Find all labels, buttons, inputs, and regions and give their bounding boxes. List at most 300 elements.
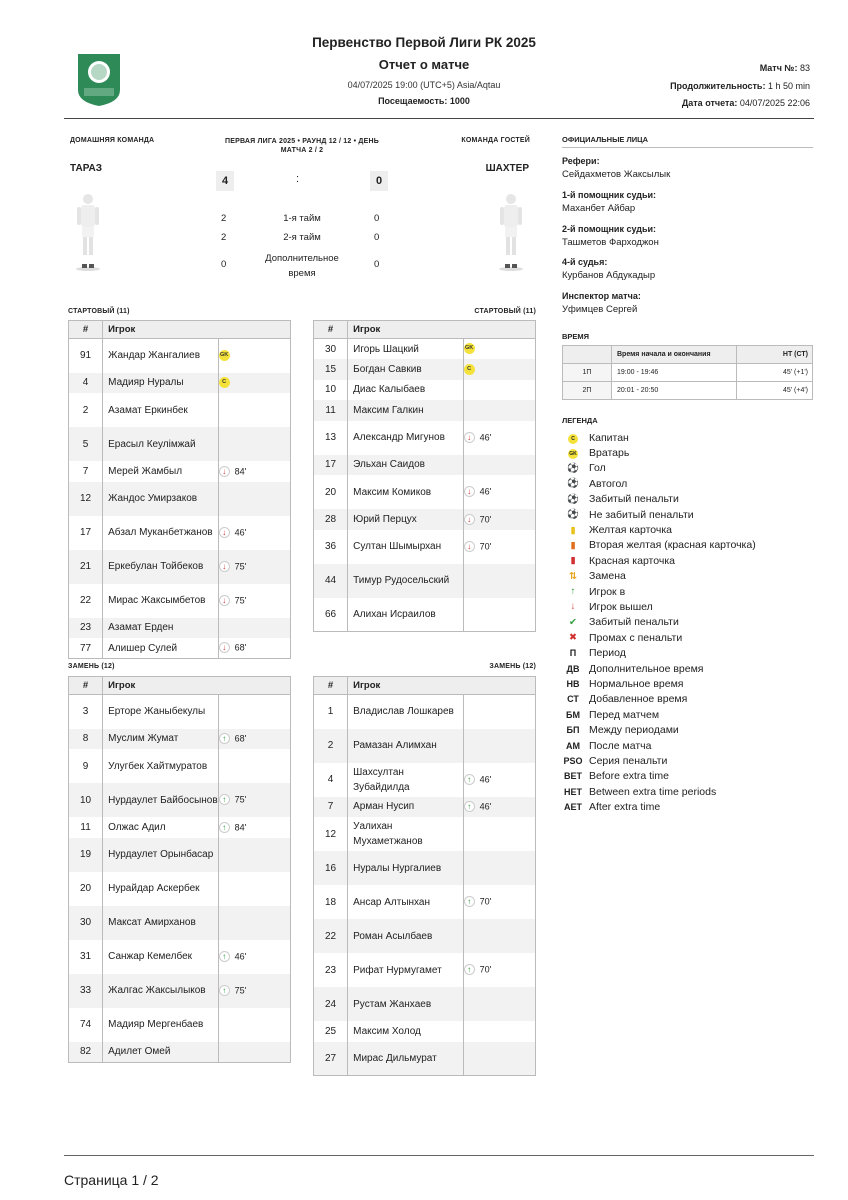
player-number: 74 — [69, 1008, 103, 1042]
player-events — [218, 638, 290, 659]
player-number: 33 — [69, 974, 103, 1008]
player-name: Богдан Савкив — [348, 359, 464, 380]
player-row — [314, 729, 536, 763]
match-number-value: 83 — [799, 63, 810, 73]
substitution-minute: 75' — [234, 595, 247, 606]
legend-item — [562, 707, 812, 722]
player-name: Мирас Дильмурат — [348, 1042, 464, 1076]
legend-item — [562, 461, 812, 476]
player-name: Адилет Омей — [103, 1042, 219, 1063]
player-row — [314, 953, 536, 987]
legend-item — [562, 769, 812, 784]
player-row — [69, 584, 291, 618]
player-number: 17 — [69, 516, 103, 550]
player-row — [314, 797, 536, 818]
legend-icon: ✖ — [569, 632, 577, 644]
times-table — [562, 345, 813, 400]
official-name: Маханбет Айбар — [562, 203, 636, 214]
player-out-icon: ↓ — [219, 466, 230, 477]
player-events — [218, 817, 290, 838]
substitution-minute: 84' — [234, 822, 247, 833]
player-number: 77 — [69, 638, 103, 659]
report-date — [682, 98, 810, 108]
legend-icon — [562, 432, 584, 444]
col-player: Игрок — [103, 677, 291, 695]
substitution-minute: 75' — [234, 561, 247, 572]
legend-label: Добавленное время — [589, 693, 688, 706]
player-row — [314, 475, 536, 509]
player-row — [69, 1042, 291, 1063]
player-name: Жандос Умирзаков — [103, 482, 219, 516]
legend-icon: ⚽ — [567, 493, 579, 505]
captain-icon: C — [568, 434, 578, 444]
player-row — [69, 482, 291, 516]
player-number: 23 — [314, 953, 348, 987]
player-number: 2 — [314, 729, 348, 763]
player-row — [314, 695, 536, 729]
period-home-score: 2 — [221, 232, 227, 243]
player-events — [218, 461, 290, 482]
player-row — [314, 421, 536, 455]
player-name: Мерей Жамбыл — [103, 461, 219, 482]
player-events — [463, 530, 535, 564]
player-number: 25 — [314, 1021, 348, 1042]
player-number: 22 — [69, 584, 103, 618]
player-row — [314, 987, 536, 1021]
player-name: Александр Мигунов — [348, 421, 464, 455]
legend-label: Нормальное время — [589, 677, 684, 690]
player-events — [218, 695, 290, 729]
player-out-icon: ↓ — [464, 432, 475, 443]
player-row — [69, 749, 291, 783]
player-events — [218, 393, 290, 427]
player-row — [69, 461, 291, 482]
legend-icon: BET — [564, 771, 582, 782]
player-name: Азамат Ерден — [103, 618, 219, 639]
legend-item — [562, 538, 812, 553]
player-number: 30 — [69, 906, 103, 940]
player-number: 9 — [69, 749, 103, 783]
player-name: Арман Нусип — [348, 797, 464, 818]
player-events — [463, 885, 535, 919]
official-role: 4-й судья: — [562, 257, 608, 267]
player-row — [69, 550, 291, 584]
player-name: Нурдаулет Байбосынов — [103, 783, 219, 817]
legend-label: Между периодами — [589, 724, 679, 737]
col-ht: НТ (СТ) — [737, 346, 813, 364]
player-events — [218, 516, 290, 550]
player-events — [218, 339, 290, 373]
player-number: 91 — [69, 339, 103, 373]
player-name: Еркебулан Тойбеков — [103, 550, 219, 584]
substitution-minute: 46' — [479, 432, 492, 443]
player-events — [463, 817, 535, 851]
player-row — [69, 516, 291, 550]
captain-badge: C — [219, 377, 230, 388]
home-score: 4 — [216, 171, 234, 191]
legend-icon: ✔ — [569, 616, 577, 628]
legend-icon — [562, 447, 584, 459]
legend-label: Промах с пенальти — [589, 631, 683, 644]
player-events — [463, 919, 535, 953]
period-home-score: 2 — [221, 213, 227, 224]
player-row — [314, 1042, 536, 1076]
player-name: Тимур Рудосельский — [348, 564, 464, 598]
player-name: Жалгас Жаксылыков — [103, 974, 219, 1008]
player-number: 18 — [314, 885, 348, 919]
player-in-icon: ↑ — [219, 985, 230, 996]
score-separator: : — [296, 173, 300, 185]
player-events — [463, 339, 535, 360]
legend-item — [562, 661, 812, 676]
player-events — [218, 373, 290, 394]
player-events — [463, 1021, 535, 1042]
away-starting-title: СТАРТОВЫЙ (11) — [474, 308, 536, 315]
legend-icon: ↑ — [570, 586, 576, 598]
col-number: # — [314, 677, 348, 695]
legend-icon: П — [569, 648, 577, 659]
away-subs-table — [313, 676, 536, 1076]
legend-item — [562, 522, 812, 537]
legend-label: Забитый пенальти — [589, 493, 679, 506]
legend-label: Вторая желтая (красная карточка) — [589, 539, 756, 552]
player-row — [314, 885, 536, 919]
player-number: 17 — [314, 455, 348, 476]
times-title: ВРЕМЯ — [562, 332, 590, 341]
substitution-minute: 75' — [234, 985, 247, 996]
player-number: 19 — [69, 838, 103, 872]
away-score: 0 — [370, 171, 388, 191]
legend-item — [562, 599, 812, 614]
player-name: Максат Амирханов — [103, 906, 219, 940]
legend-label: Забитый пенальти — [589, 616, 679, 629]
player-events — [218, 1042, 290, 1063]
legend-icon: AET — [564, 802, 582, 813]
player-number: 66 — [314, 598, 348, 632]
player-row — [69, 817, 291, 838]
player-row — [69, 393, 291, 427]
player-row — [314, 530, 536, 564]
player-row — [314, 598, 536, 632]
legend-label: Желтая карточка — [589, 524, 673, 537]
player-events — [463, 953, 535, 987]
home-starting-table — [68, 320, 291, 659]
legend-item — [562, 615, 812, 630]
legend-label: Игрок вышел — [589, 600, 653, 613]
player-number: 20 — [314, 475, 348, 509]
legend-icon: ▮ — [570, 539, 576, 551]
player-name: Улугбек Хайтмуратов — [103, 749, 219, 783]
col-player: Игрок — [348, 321, 536, 339]
home-subs-table — [68, 676, 291, 1063]
legend-item — [562, 569, 812, 584]
substitution-minute: 46' — [479, 486, 492, 497]
player-events — [218, 940, 290, 974]
player-events — [463, 729, 535, 763]
player-row — [314, 380, 536, 401]
legend-label: Вратарь — [589, 447, 630, 460]
player-number: 28 — [314, 509, 348, 530]
player-name: Эльхан Саидов — [348, 455, 464, 476]
substitution-minute: 70' — [479, 541, 492, 552]
substitution-minute: 46' — [234, 527, 247, 538]
player-events — [463, 455, 535, 476]
player-row — [314, 509, 536, 530]
col-player: Игрок — [348, 677, 536, 695]
match-number — [760, 63, 810, 73]
legend-label: Красная карточка — [589, 554, 675, 567]
header-divider — [64, 118, 814, 119]
duration-label: Продолжительность: — [670, 81, 766, 91]
round-label: ПЕРВАЯ ЛИГА 2025 • РАУНД 12 / 12 • ДЕНЬ МАТЧА 2 / 2 — [225, 138, 379, 154]
legend-label: Период — [589, 647, 626, 660]
legend-item — [562, 430, 812, 445]
player-name: Максим Галкин — [348, 400, 464, 421]
player-name: Жандар Жангалиев — [103, 339, 219, 373]
player-name: Максим Холод — [348, 1021, 464, 1042]
legend-item — [562, 692, 812, 707]
legend-item — [562, 445, 812, 460]
duration-value: 1 h 50 min — [767, 81, 810, 91]
officials-title: ОФИЦИАЛЬНЫЕ ЛИЦА — [562, 135, 649, 144]
player-number: 16 — [314, 851, 348, 885]
substitution-minute: 75' — [234, 794, 247, 805]
player-name: Диас Калыбаев — [348, 380, 464, 401]
legend-icon: НВ — [566, 678, 580, 689]
report-title: Первенство Первой Лиги РК 2025 — [312, 35, 536, 50]
report-subtitle: Отчет о матче — [378, 57, 470, 72]
player-events — [218, 872, 290, 906]
ht-value: 45' (+1') — [737, 364, 813, 382]
col-period — [563, 346, 612, 364]
player-number: 20 — [69, 872, 103, 906]
player-events — [218, 427, 290, 461]
home-player-figure — [75, 193, 101, 259]
away-team-name: ШАХТЕР — [485, 163, 529, 174]
player-number: 2 — [69, 393, 103, 427]
legend-label: Before extra time — [589, 770, 669, 783]
period-label: 1-я тайм — [283, 213, 321, 224]
period-code: 2П — [563, 382, 612, 400]
player-row — [69, 974, 291, 1008]
player-number: 11 — [69, 817, 103, 838]
player-name: Юрий Перцух — [348, 509, 464, 530]
player-number: 4 — [69, 373, 103, 394]
player-out-icon: ↓ — [464, 486, 475, 497]
legend-item — [562, 784, 812, 799]
player-number: 44 — [314, 564, 348, 598]
period-label: 2-я тайм — [283, 232, 321, 243]
home-team-label: ДОМАШНЯЯ КОМАНДА — [70, 137, 155, 144]
player-events — [218, 618, 290, 639]
period-away-score: 0 — [374, 213, 380, 224]
player-number: 4 — [314, 763, 348, 797]
player-row — [314, 1021, 536, 1042]
player-row — [314, 359, 536, 380]
legend-item — [562, 476, 812, 491]
legend-label: Капитан — [589, 431, 629, 444]
legend-icon: ⚽ — [567, 509, 579, 521]
away-team-label: КОМАНДА ГОСТЕЙ — [461, 137, 530, 144]
player-row — [69, 838, 291, 872]
away-player-figure — [498, 193, 524, 259]
period-away-score: 0 — [374, 259, 380, 270]
player-events — [218, 838, 290, 872]
legend-label: Дополнительное время — [589, 662, 704, 675]
legend-item — [562, 676, 812, 691]
player-name: Санжар Кемелбек — [103, 940, 219, 974]
legend-item — [562, 630, 812, 645]
player-events — [463, 400, 535, 421]
official-entry — [562, 190, 812, 224]
player-row — [69, 906, 291, 940]
player-row — [69, 618, 291, 639]
player-name: Ерасыл Кеулімжай — [103, 427, 219, 461]
legend-label: Гол — [589, 462, 606, 475]
player-events — [463, 475, 535, 509]
col-number: # — [69, 677, 103, 695]
official-role: Инспектор матча: — [562, 291, 641, 301]
player-row — [314, 455, 536, 476]
player-row — [314, 400, 536, 421]
player-row — [69, 695, 291, 729]
official-entry — [562, 224, 812, 257]
player-events — [463, 763, 535, 797]
player-number: 13 — [314, 421, 348, 455]
player-row — [314, 851, 536, 885]
player-number: 27 — [314, 1042, 348, 1076]
official-role: 2-й помощник судьи: — [562, 224, 657, 234]
match-datetime: 04/07/2025 19:00 (UTC+5) Asia/Aqtau — [347, 80, 501, 90]
legend-icon: БМ — [566, 709, 580, 720]
player-name: Султан Шымырхан — [348, 530, 464, 564]
away-starting-table — [313, 320, 536, 632]
substitution-minute: 70' — [479, 514, 492, 525]
player-name: Нурдаулет Орынбасар — [103, 838, 219, 872]
legend-item — [562, 645, 812, 660]
home-team-name: ТАРАЗ — [70, 163, 102, 174]
player-number: 3 — [69, 695, 103, 729]
player-name: Владислав Лошкарев — [348, 695, 464, 729]
player-out-icon: ↓ — [219, 642, 230, 653]
legend-label: Серия пенальти — [589, 754, 668, 767]
player-in-icon: ↑ — [219, 733, 230, 744]
player-out-icon: ↓ — [219, 561, 230, 572]
player-name: Мадияр Нуралы — [103, 373, 219, 394]
legend-title: ЛЕГЕНДА — [562, 416, 598, 425]
legend-icon: ⚽ — [567, 478, 579, 490]
player-events — [463, 359, 535, 380]
player-number: 22 — [314, 919, 348, 953]
legend-label: Автогол — [589, 477, 628, 490]
player-name: Роман Асылбаев — [348, 919, 464, 953]
player-name: Абзал Муканбетжанов — [103, 516, 219, 550]
player-events — [463, 797, 535, 818]
player-number: 7 — [314, 797, 348, 818]
col-time-range: Время начала и окончания — [612, 346, 737, 364]
period-row — [216, 251, 396, 281]
player-in-icon: ↑ — [219, 822, 230, 833]
time-range: 19:00 - 19:46 — [612, 364, 737, 382]
player-number: 11 — [314, 400, 348, 421]
legend-icon: БП — [566, 725, 580, 736]
player-row — [69, 427, 291, 461]
player-in-icon: ↑ — [464, 801, 475, 812]
player-number: 23 — [69, 618, 103, 639]
player-row — [69, 783, 291, 817]
official-entry — [562, 257, 812, 291]
player-name: Максим Комиков — [348, 475, 464, 509]
player-name: Мирас Жаксымбетов — [103, 584, 219, 618]
goalkeeper-badge: GK — [219, 350, 230, 361]
player-number: 12 — [314, 817, 348, 851]
captain-badge: C — [464, 364, 475, 375]
player-name: Рамазан Алимхан — [348, 729, 464, 763]
official-name: Сейдахметов Жаксылык — [562, 169, 671, 180]
legend-icon: ↓ — [570, 601, 576, 613]
legend-label: Замена — [589, 570, 626, 583]
official-role: Рефери: — [562, 156, 600, 166]
player-events — [218, 749, 290, 783]
period-code: 1П — [563, 364, 612, 382]
legend-icon: ▮ — [570, 524, 576, 536]
player-events — [463, 564, 535, 598]
player-name: Азамат Еркинбек — [103, 393, 219, 427]
player-events — [463, 851, 535, 885]
player-name: Игорь Шацкий — [348, 339, 464, 360]
player-name: Муслим Жумат — [103, 729, 219, 750]
substitution-minute: 68' — [234, 642, 247, 653]
player-row — [314, 564, 536, 598]
home-subs-title: ЗАМЕНЬ (12) — [68, 663, 115, 670]
official-name: Ташметов Фарходжон — [562, 237, 659, 248]
player-name: Уалихан Мухаметжанов — [348, 817, 464, 851]
player-number: 24 — [314, 987, 348, 1021]
player-events — [218, 1008, 290, 1042]
substitution-minute: 46' — [479, 801, 492, 812]
match-duration — [670, 81, 810, 91]
legend-item — [562, 507, 812, 522]
player-events — [463, 509, 535, 530]
player-events — [218, 482, 290, 516]
player-name: Мадияр Мергенбаев — [103, 1008, 219, 1042]
legend-icon: ⚽ — [567, 462, 579, 474]
official-role: 1-й помощник судьи: — [562, 190, 657, 200]
legend-label: Не забитый пенальти — [589, 508, 694, 521]
player-name: Рифат Нурмугамет — [348, 953, 464, 987]
player-events — [463, 598, 535, 632]
player-name: Алихан Исраилов — [348, 598, 464, 632]
legend-icon: СТ — [567, 694, 579, 705]
player-name: Олжас Адил — [103, 817, 219, 838]
official-entry — [562, 291, 812, 325]
player-out-icon: ↓ — [219, 595, 230, 606]
legend-label: После матча — [589, 739, 652, 752]
legend-label: After extra time — [589, 801, 661, 814]
col-player: Игрок — [103, 321, 291, 339]
player-row — [69, 872, 291, 906]
times-row — [563, 364, 813, 382]
player-events — [218, 783, 290, 817]
player-number: 10 — [69, 783, 103, 817]
player-events — [463, 987, 535, 1021]
player-row — [69, 729, 291, 750]
page-number: Страница 1 / 2 — [64, 1172, 159, 1188]
player-in-icon: ↑ — [219, 794, 230, 805]
player-row — [314, 919, 536, 953]
player-number: 82 — [69, 1042, 103, 1063]
time-range: 20:01 - 20:50 — [612, 382, 737, 400]
